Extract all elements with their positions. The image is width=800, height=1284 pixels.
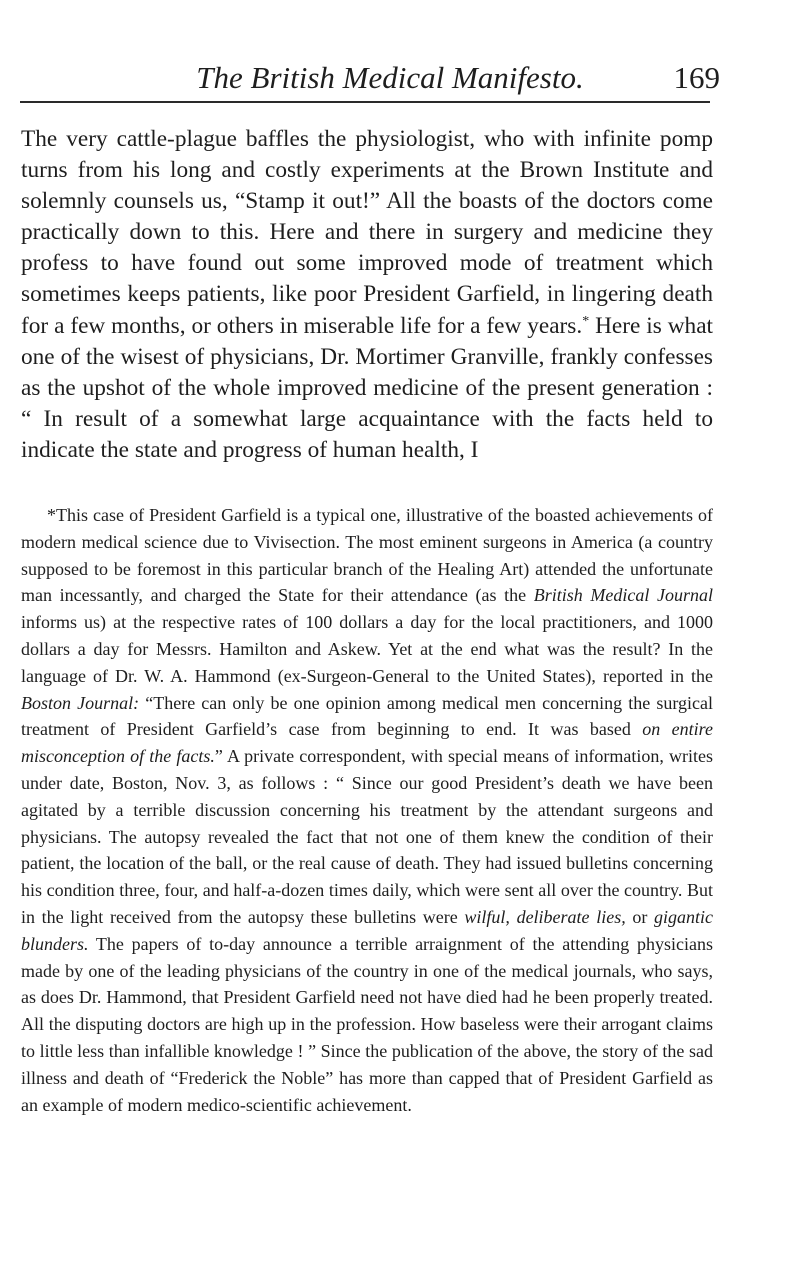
footnote-text: informs us) at the respective rates of 100 dollars a day for the local practitioners, and 1000 dollars a day for Messrs. Hamilton and Askew. Yet at the end what was the result? In the language of Dr. W. A. Hammond (ex-Surgeon-General to the United States), reported in the: [21, 612, 713, 686]
header-rule: [20, 101, 710, 103]
emphasis-text: wilful, deliberate lies,: [464, 906, 626, 927]
body-text-part-1: The very cattle-plague baffles the physiologist, who with infinite pomp turns from his long and costly experiments at the Brown Institute and solemnly counsels us, “Stamp it out!” All the boasts of the doctors come practically down to this. Here and there in surgery and medicine they profess to have found out some improved mode of treatment which sometimes keeps patients, like poor President Garfield, in lingering death for a few months, or others in miserable life for a few years.: [21, 126, 713, 339]
running-title: The British Medical Manifesto.: [196, 60, 584, 95]
footnote: [21, 502, 713, 1118]
footnote-text: or: [625, 906, 655, 927]
footnote-text: ” A private correspondent, with special means of information, writes under date, Boston, Nov. 3, as follows : “ Since our good President’s death we have been agitated by a terrible discussion concerning his treatment by the attendant surgeons and physicians. The autopsy revealed the fact that not one of them knew the condition of their patient, the location of the ball, or the real cause of death. They had issued bulletins concerning his condition three, four, and half-a-dozen times daily, which were sent all over the country. But in the light received from the autopsy these bulletins were: [21, 746, 713, 927]
journal-title-bmj: British Medical Journal: [533, 585, 714, 606]
footnote-text: The papers of to-day announce a terrible arraignment of the attending physicians made by one of the leading physicians of the country in one of the medical journals, who says, as does Dr. Hammond, that President Garfield need not have died had he been properly treated. All the disputing doctors are high up in the profession. How baseless were their arrogant claims to little less than infallible knowledge ! ” Since the publication of the above, the story of the sad illness and death of “Frederick the Noble” has more than capped that of President Garfield as an example of modern medico-scientific achievement.: [21, 933, 713, 1115]
emphasis-text: gigantic blunders.: [21, 906, 714, 954]
page-number: 169: [673, 60, 720, 95]
body-paragraph: [21, 124, 713, 466]
body-text-part-2: Here is what one of the wisest of physicians, Dr. Mortimer Granville, frankly confesses as the upshot of the whole improved medicine of the present generation : “ In result of a somewhat large acquaintance with the facts held to indicate the state and progress of human health, I: [21, 312, 714, 463]
journal-title-boston: Boston Journal:: [21, 692, 140, 713]
footnote-mark: *: [47, 505, 56, 525]
footnote-text: “There can only be one opinion among medical men concerning the surgical treatment of President Garfield’s case from beginning to end. It was based: [21, 692, 713, 740]
footnote-text: This case of President Garfield is a typical one, illustrative of the boasted achievements of modern medical science due to Vivisection. The most eminent surgeons in America (a country supposed to be foremost in this particular branch of the Healing Art) attended the unfortunate man incessantly, and charged the State for their attendance (as the: [21, 505, 713, 606]
emphasis-text: on entire misconception of the facts.: [21, 719, 713, 767]
running-head: [20, 62, 720, 112]
footnote-reference: *: [582, 313, 590, 329]
